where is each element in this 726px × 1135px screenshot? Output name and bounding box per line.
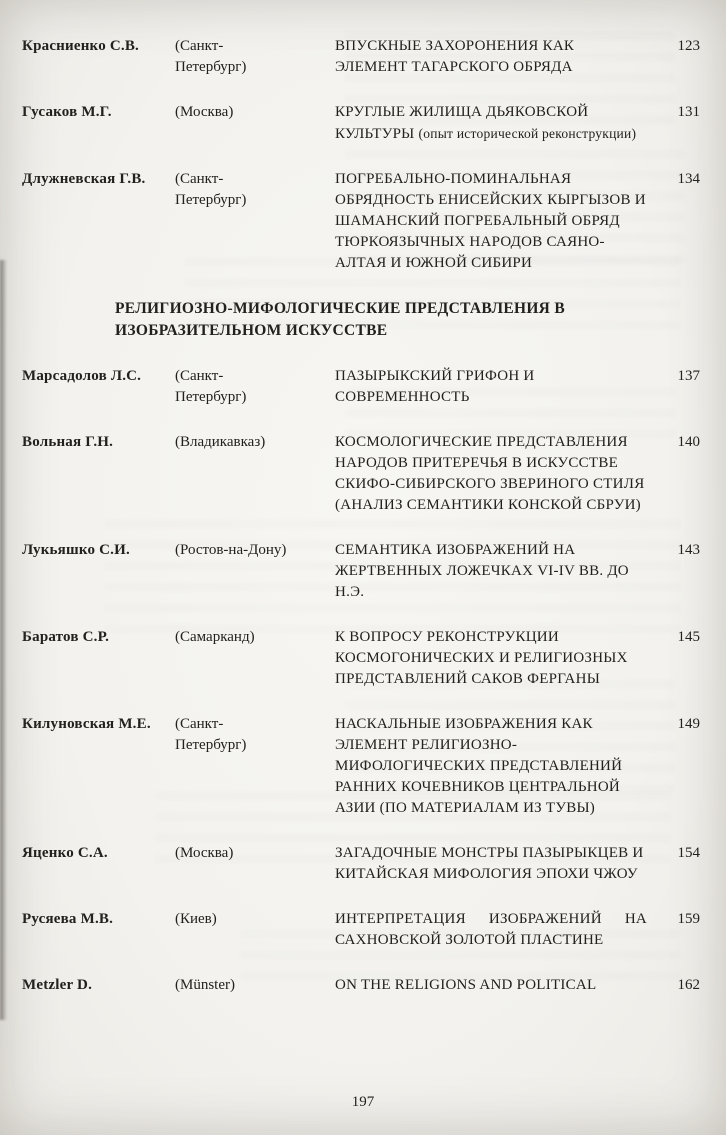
entry-city: (Санкт-Петербург) — [175, 171, 247, 208]
entry-author: Лукьяшко С.И. — [22, 542, 130, 558]
toc-entry — [22, 366, 700, 408]
entry-page-number: 137 — [677, 368, 700, 384]
entry-title: КОСМОЛОГИЧЕСКИЕ ПРЕДСТАВЛЕНИЯ НАРОДОВ ПРИТЕРЕЧЬЯ В ИСКУССТВЕ СКИФО-СИБИРСКОГО ЗВЕРИНОГО СТИЛЯ (АНАЛИЗ СЕМАНТИКИ КОНСКОЙ СБРУИ) — [335, 434, 645, 513]
entry-page-number: 159 — [677, 911, 700, 927]
toc-entry — [22, 432, 700, 516]
entry-page-number: 149 — [677, 716, 700, 732]
entry-title: ЗАГАДОЧНЫЕ МОНСТРЫ ПАЗЫРЫКЦЕВ И КИТАЙСКАЯ МИФОЛОГИЯ ЭПОХИ ЧЖОУ — [335, 845, 644, 882]
entry-title: К ВОПРОСУ РЕКОНСТРУКЦИИ КОСМОГОНИЧЕСКИХ И РЕЛИГИОЗНЫХ ПРЕДСТАВЛЕНИЙ САКОВ ФЕРГАНЫ — [335, 629, 628, 687]
section-heading: РЕЛИГИОЗНО-МИФОЛОГИЧЕСКИЕ ПРЕДСТАВЛЕНИЯ В ИЗОБРАЗИТЕЛЬНОМ ИСКУССТВЕ — [115, 300, 565, 339]
entry-author: Русяева М.В. — [22, 911, 114, 927]
entry-page-number: 131 — [677, 104, 700, 120]
entry-author: Вольная Г.Н. — [22, 434, 114, 450]
page-number: 197 — [351, 1094, 375, 1110]
toc-entry — [22, 714, 700, 819]
toc-entry — [22, 540, 700, 603]
entry-city: (Москва) — [175, 104, 234, 120]
toc-entry — [22, 909, 700, 951]
entry-page-number: 154 — [677, 845, 700, 861]
toc-entry — [22, 843, 700, 885]
entry-title-text: КРУГЛЫЕ ЖИЛИЩА ДЬЯКОВСКОЙ КУЛЬТУРЫ — [335, 104, 589, 142]
entry-author: Яценко С.А. — [22, 845, 108, 861]
entry-city: (Ростов-на-Дону) — [175, 542, 287, 558]
entry-page-number: 140 — [677, 434, 700, 450]
toc-entry — [22, 102, 700, 145]
entry-author: Длужневская Г.В. — [22, 171, 146, 187]
entry-title: ВПУСКНЫЕ ЗАХОРОНЕНИЯ КАК ЭЛЕМЕНТ ТАГАРСКОГО ОБРЯДА — [335, 38, 575, 75]
toc-entry — [22, 36, 700, 78]
entry-city: (Владикавказ) — [175, 434, 266, 450]
entry-author: Килуновская М.Е. — [22, 716, 151, 732]
entry-author: Марсадолов Л.С. — [22, 368, 142, 384]
entry-page-number: 134 — [677, 171, 700, 187]
entry-city: (Киев) — [175, 911, 217, 927]
entry-title: СЕМАНТИКА ИЗОБРАЖЕНИЙ НА ЖЕРТВЕННЫХ ЛОЖЕЧКАХ VI-IV ВВ. ДО Н.Э. — [335, 542, 629, 600]
entry-title: ИНТЕРПРЕТАЦИЯ ИЗОБРАЖЕНИЙ НА САХНОВСКОЙ ЗОЛОТОЙ ПЛАСТИНЕ — [335, 911, 647, 948]
entry-city: (Санкт-Петербург) — [175, 716, 247, 753]
toc-entry — [22, 975, 700, 996]
toc-entry — [22, 169, 700, 274]
entry-author: Красниенко С.В. — [22, 38, 139, 54]
entry-city: (Санкт-Петербург) — [175, 38, 247, 75]
entry-author: Баратов С.Р. — [22, 629, 110, 645]
entry-page-number: 123 — [677, 38, 700, 54]
entry-city: (Münster) — [175, 977, 235, 993]
entry-city: (Москва) — [175, 845, 234, 861]
entry-city: (Санкт-Петербург) — [175, 368, 247, 405]
entry-city: (Самарканд) — [175, 629, 255, 645]
entry-title: ON THE RELIGIONS AND POLITICAL — [335, 977, 597, 993]
entry-author: Гусаков М.Г. — [22, 104, 112, 120]
entry-title — [335, 102, 647, 145]
entry-title: НАСКАЛЬНЫЕ ИЗОБРАЖЕНИЯ КАК ЭЛЕМЕНТ РЕЛИГИОЗНО-МИФОЛОГИЧЕСКИХ ПРЕДСТАВЛЕНИЙ РАННИХ КОЧЕВНИКОВ ЦЕНТРАЛЬНОЙ АЗИИ (ПО МАТЕРИАЛАМ ИЗ ТУВЫ) — [335, 716, 623, 816]
entry-page-number: 145 — [677, 629, 700, 645]
entry-author: Metzler D. — [22, 977, 93, 993]
entry-title-note: (опыт исторической реконструкции) — [418, 126, 637, 141]
entry-page-number: 162 — [677, 977, 700, 993]
entry-title: ПАЗЫРЫКСКИЙ ГРИФОН И СОВРЕМЕННОСТЬ — [335, 368, 535, 405]
scan-edge-artifact — [0, 260, 7, 1020]
entry-title: ПОГРЕБАЛЬНО-ПОМИНАЛЬНАЯ ОБРЯДНОСТЬ ЕНИСЕЙСКИХ КЫРГЫЗОВ И ШАМАНСКИЙ ПОГРЕБАЛЬНЫЙ ОБРЯД ТЮРКОЯЗЫЧНЫХ НАРОДОВ САЯНО-АЛТАЯ И ЮЖНОЙ СИБИРИ — [335, 171, 646, 271]
entry-page-number: 143 — [677, 542, 700, 558]
toc-entry — [22, 627, 700, 690]
